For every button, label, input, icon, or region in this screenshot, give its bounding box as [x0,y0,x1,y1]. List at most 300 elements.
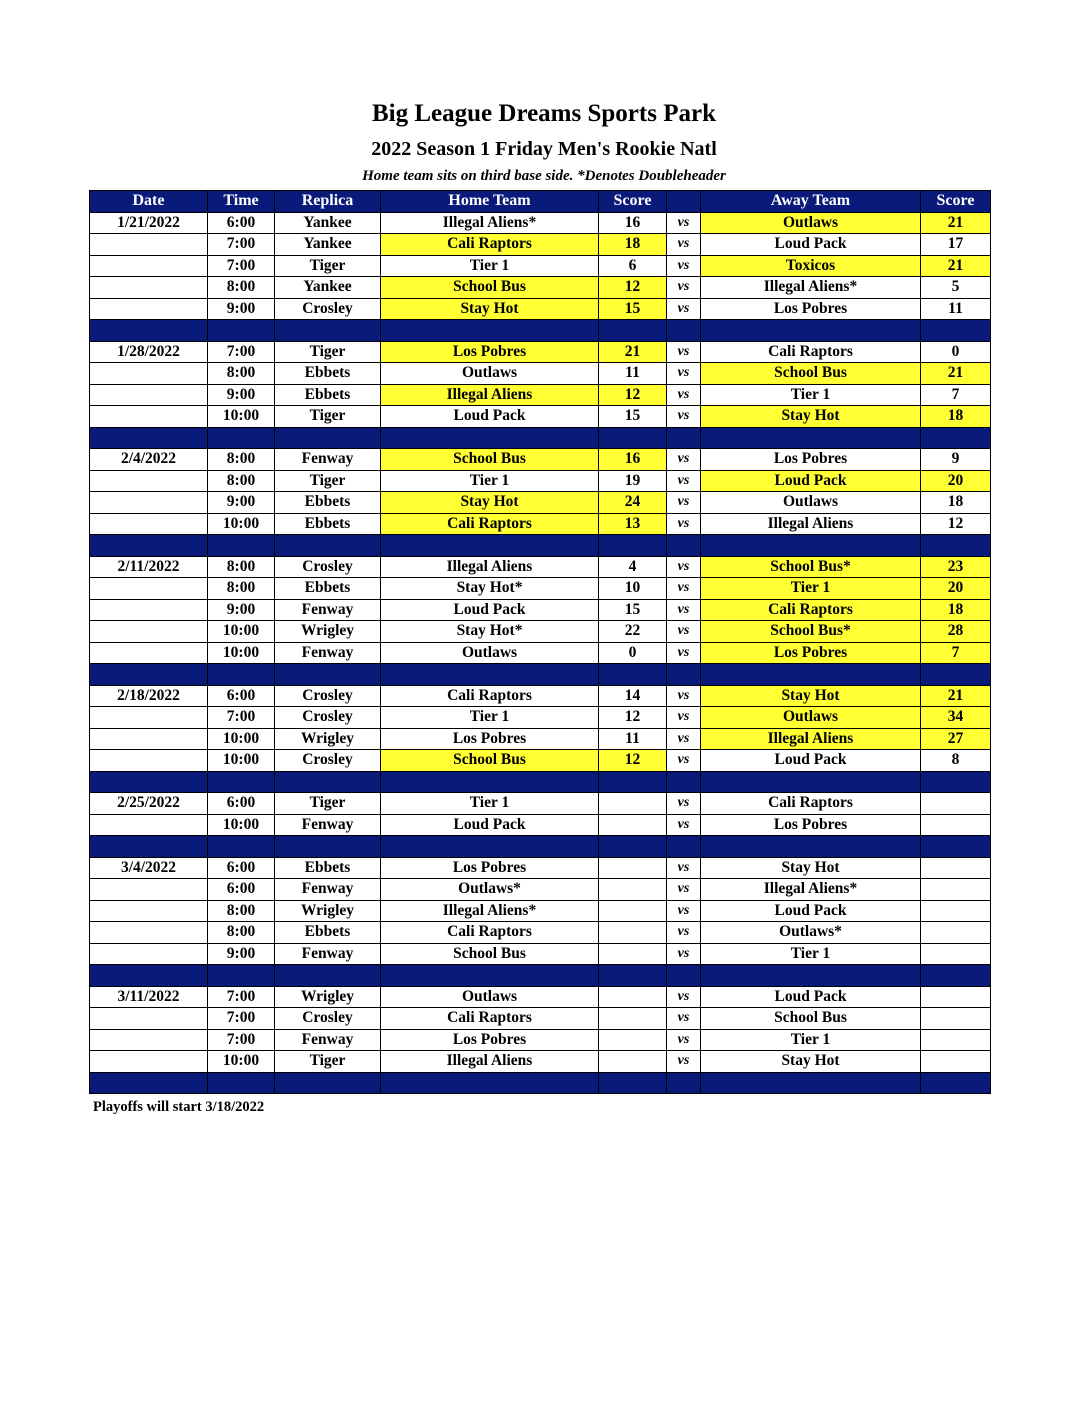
separator-cell [921,1072,991,1094]
game-date [90,599,208,621]
away-team: Tier 1 [701,578,921,600]
away-score [921,793,991,815]
separator-cell [381,771,599,793]
home-score: 12 [599,277,667,299]
away-team: Illegal Aliens [701,728,921,750]
away-score: 23 [921,556,991,578]
home-score [599,857,667,879]
game-date [90,363,208,385]
vs-label: vs [667,470,701,492]
week-separator-row [90,771,991,793]
away-team: Tier 1 [701,384,921,406]
field-replica: Fenway [275,879,381,901]
col-header-date: Date [90,191,208,213]
away-team: Stay Hot [701,857,921,879]
game-date [90,1051,208,1073]
game-time: 7:00 [208,707,275,729]
game-date [90,707,208,729]
vs-label: vs [667,879,701,901]
separator-cell [599,965,667,987]
home-score: 22 [599,621,667,643]
table-row [90,750,991,772]
vs-label: vs [667,406,701,428]
home-score: 13 [599,513,667,535]
vs-label: vs [667,1051,701,1073]
game-date [90,255,208,277]
field-replica: Crosley [275,556,381,578]
separator-cell [90,664,208,686]
field-replica: Wrigley [275,621,381,643]
vs-label: vs [667,642,701,664]
vs-label: vs [667,793,701,815]
table-row [90,879,991,901]
home-team: Tier 1 [381,707,599,729]
game-time: 8:00 [208,578,275,600]
separator-cell [921,836,991,858]
away-team: Toxicos [701,255,921,277]
game-time: 10:00 [208,1051,275,1073]
field-replica: Crosley [275,707,381,729]
vs-label: vs [667,599,701,621]
game-time: 7:00 [208,341,275,363]
table-row [90,922,991,944]
field-replica: Fenway [275,943,381,965]
separator-cell [90,320,208,342]
col-header-away-score: Score [921,191,991,213]
field-replica: Tiger [275,341,381,363]
home-team: Outlaws [381,986,599,1008]
table-row [90,363,991,385]
home-score: 18 [599,234,667,256]
game-time: 7:00 [208,1008,275,1030]
field-replica: Ebbets [275,384,381,406]
away-score [921,879,991,901]
separator-cell [381,1072,599,1094]
home-team: Cali Raptors [381,1008,599,1030]
separator-cell [275,1072,381,1094]
game-date [90,621,208,643]
separator-cell [667,836,701,858]
page-subtitle: 2022 Season 1 Friday Men's Rookie Natl [371,138,717,160]
separator-cell [381,965,599,987]
week-separator-row [90,664,991,686]
vs-label: vs [667,298,701,320]
table-row [90,492,991,514]
home-score [599,879,667,901]
table-row [90,1029,991,1051]
away-team: Outlaws [701,707,921,729]
separator-cell [599,427,667,449]
table-row [90,793,991,815]
away-score [921,857,991,879]
home-score: 21 [599,341,667,363]
game-time: 9:00 [208,298,275,320]
separator-cell [599,1072,667,1094]
table-row [90,943,991,965]
away-team: Outlaws [701,492,921,514]
away-team: Outlaws* [701,922,921,944]
separator-cell [701,836,921,858]
table-row [90,384,991,406]
away-score: 7 [921,642,991,664]
away-score: 12 [921,513,991,535]
col-header-home-team: Home Team [381,191,599,213]
game-date [90,943,208,965]
separator-cell [275,664,381,686]
game-time: 9:00 [208,492,275,514]
home-team: Loud Pack [381,599,599,621]
separator-cell [599,664,667,686]
game-time: 7:00 [208,255,275,277]
away-team: Outlaws [701,212,921,234]
home-score: 12 [599,750,667,772]
away-team: Loud Pack [701,750,921,772]
separator-cell [667,427,701,449]
home-team: School Bus [381,943,599,965]
table-row [90,513,991,535]
home-team: Cali Raptors [381,513,599,535]
field-replica: Wrigley [275,986,381,1008]
vs-label: vs [667,707,701,729]
col-header-replica: Replica [275,191,381,213]
col-header-away-team: Away Team [701,191,921,213]
game-date: 1/21/2022 [90,212,208,234]
home-team: Stay Hot [381,492,599,514]
home-team: Tier 1 [381,255,599,277]
away-score: 20 [921,470,991,492]
home-team: Outlaws [381,642,599,664]
home-score: 15 [599,298,667,320]
away-score: 18 [921,492,991,514]
home-team: Los Pobres [381,341,599,363]
game-time: 8:00 [208,922,275,944]
table-row [90,212,991,234]
separator-cell [701,427,921,449]
separator-cell [921,535,991,557]
home-team: Stay Hot* [381,621,599,643]
away-score: 8 [921,750,991,772]
table-row [90,857,991,879]
away-team: School Bus* [701,556,921,578]
away-team: Loud Pack [701,234,921,256]
separator-cell [275,771,381,793]
away-score: 0 [921,341,991,363]
game-time: 10:00 [208,750,275,772]
table-row [90,986,991,1008]
field-replica: Ebbets [275,513,381,535]
vs-label: vs [667,857,701,879]
home-score: 0 [599,642,667,664]
table-row [90,685,991,707]
table-row [90,255,991,277]
separator-cell [208,535,275,557]
separator-cell [208,320,275,342]
away-team: Stay Hot [701,1051,921,1073]
home-score: 4 [599,556,667,578]
field-replica: Ebbets [275,492,381,514]
away-team: Illegal Aliens* [701,277,921,299]
away-score: 20 [921,578,991,600]
field-replica: Ebbets [275,363,381,385]
separator-cell [90,1072,208,1094]
vs-label: vs [667,900,701,922]
field-replica: Wrigley [275,728,381,750]
separator-cell [208,836,275,858]
separator-cell [921,965,991,987]
away-team: Los Pobres [701,298,921,320]
col-header-time: Time [208,191,275,213]
home-team: Stay Hot [381,298,599,320]
home-score: 10 [599,578,667,600]
footer-note: Playoffs will start 3/18/2022 [93,1099,265,1115]
game-time: 8:00 [208,449,275,471]
table-row [90,621,991,643]
home-score: 19 [599,470,667,492]
vs-label: vs [667,943,701,965]
table-row [90,277,991,299]
vs-label: vs [667,341,701,363]
game-date [90,728,208,750]
separator-cell [599,836,667,858]
separator-cell [599,320,667,342]
separator-cell [90,836,208,858]
away-score: 17 [921,234,991,256]
vs-label: vs [667,277,701,299]
away-team: Illegal Aliens* [701,879,921,901]
home-team: Cali Raptors [381,922,599,944]
separator-cell [599,535,667,557]
separator-cell [275,535,381,557]
game-date: 2/4/2022 [90,449,208,471]
vs-label: vs [667,578,701,600]
away-score: 21 [921,685,991,707]
table-row [90,470,991,492]
away-team: Los Pobres [701,449,921,471]
home-score [599,793,667,815]
home-score: 12 [599,384,667,406]
separator-cell [208,1072,275,1094]
table-row [90,1051,991,1073]
separator-cell [921,427,991,449]
week-separator-row [90,836,991,858]
home-score: 11 [599,363,667,385]
vs-label: vs [667,234,701,256]
separator-cell [701,664,921,686]
field-replica: Tiger [275,255,381,277]
game-date [90,900,208,922]
table-row [90,406,991,428]
vs-label: vs [667,449,701,471]
game-time: 10:00 [208,621,275,643]
vs-label: vs [667,492,701,514]
game-time: 10:00 [208,513,275,535]
week-separator-row [90,320,991,342]
field-replica: Ebbets [275,922,381,944]
game-time: 8:00 [208,470,275,492]
separator-cell [701,1072,921,1094]
separator-cell [275,836,381,858]
vs-label: vs [667,685,701,707]
home-score [599,1008,667,1030]
away-score: 21 [921,363,991,385]
field-replica: Wrigley [275,900,381,922]
away-score: 21 [921,212,991,234]
away-score: 21 [921,255,991,277]
home-score [599,1029,667,1051]
game-time: 8:00 [208,556,275,578]
away-score: 9 [921,449,991,471]
field-replica: Crosley [275,685,381,707]
away-score: 18 [921,599,991,621]
field-replica: Fenway [275,1029,381,1051]
game-time: 6:00 [208,879,275,901]
table-row [90,707,991,729]
field-replica: Yankee [275,277,381,299]
game-date: 1/28/2022 [90,341,208,363]
home-team: Cali Raptors [381,685,599,707]
game-time: 9:00 [208,384,275,406]
vs-label: vs [667,750,701,772]
home-team: School Bus [381,449,599,471]
home-team: Cali Raptors [381,234,599,256]
table-header-row [90,191,991,213]
game-date: 2/25/2022 [90,793,208,815]
vs-label: vs [667,814,701,836]
game-date [90,492,208,514]
home-score: 15 [599,406,667,428]
game-time: 10:00 [208,728,275,750]
home-team: Outlaws* [381,879,599,901]
away-score: 11 [921,298,991,320]
separator-cell [381,664,599,686]
away-score [921,986,991,1008]
separator-cell [667,965,701,987]
away-score: 34 [921,707,991,729]
vs-label: vs [667,363,701,385]
game-time: 8:00 [208,900,275,922]
game-time: 9:00 [208,599,275,621]
separator-cell [381,427,599,449]
vs-label: vs [667,384,701,406]
game-date [90,1029,208,1051]
game-time: 7:00 [208,986,275,1008]
home-score [599,900,667,922]
home-score: 11 [599,728,667,750]
field-replica: Tiger [275,1051,381,1073]
separator-cell [599,771,667,793]
away-team: School Bus [701,1008,921,1030]
vs-label: vs [667,986,701,1008]
game-time: 6:00 [208,212,275,234]
week-separator-row [90,427,991,449]
game-date [90,578,208,600]
field-replica: Yankee [275,212,381,234]
table-row [90,599,991,621]
field-replica: Crosley [275,1008,381,1030]
away-team: Loud Pack [701,900,921,922]
home-score: 12 [599,707,667,729]
table-row [90,341,991,363]
field-replica: Fenway [275,814,381,836]
separator-cell [701,320,921,342]
table-row [90,556,991,578]
separator-cell [921,320,991,342]
game-time: 10:00 [208,406,275,428]
week-separator-row [90,1072,991,1094]
game-date [90,879,208,901]
home-score: 15 [599,599,667,621]
game-date [90,922,208,944]
home-score: 16 [599,449,667,471]
separator-cell [667,535,701,557]
away-team: Loud Pack [701,470,921,492]
home-score [599,943,667,965]
home-team: School Bus [381,277,599,299]
away-team: School Bus* [701,621,921,643]
game-time: 10:00 [208,642,275,664]
game-date: 2/11/2022 [90,556,208,578]
separator-cell [90,965,208,987]
game-time: 7:00 [208,234,275,256]
game-time: 6:00 [208,685,275,707]
home-team: Stay Hot* [381,578,599,600]
game-date [90,1008,208,1030]
game-time: 8:00 [208,277,275,299]
away-score [921,1029,991,1051]
game-date: 3/11/2022 [90,986,208,1008]
separator-cell [208,771,275,793]
away-team: Stay Hot [701,685,921,707]
away-score: 28 [921,621,991,643]
field-replica: Crosley [275,750,381,772]
game-date [90,384,208,406]
away-score: 5 [921,277,991,299]
home-team: Los Pobres [381,1029,599,1051]
game-date [90,513,208,535]
table-row [90,1008,991,1030]
game-date [90,470,208,492]
vs-label: vs [667,513,701,535]
table-row [90,728,991,750]
field-replica: Tiger [275,406,381,428]
separator-cell [90,427,208,449]
separator-cell [275,427,381,449]
vs-label: vs [667,621,701,643]
home-team: Illegal Aliens* [381,212,599,234]
separator-cell [381,535,599,557]
game-date [90,234,208,256]
separator-cell [667,320,701,342]
separator-cell [275,965,381,987]
separator-cell [921,771,991,793]
field-replica: Crosley [275,298,381,320]
separator-cell [90,535,208,557]
home-score [599,1051,667,1073]
game-time: 8:00 [208,363,275,385]
vs-label: vs [667,922,701,944]
separator-cell [667,771,701,793]
away-team: Los Pobres [701,642,921,664]
game-date [90,406,208,428]
away-score [921,814,991,836]
table-row [90,642,991,664]
home-team: Illegal Aliens [381,1051,599,1073]
page-title: Big League Dreams Sports Park [372,100,716,127]
home-score: 6 [599,255,667,277]
game-date: 3/4/2022 [90,857,208,879]
away-score: 7 [921,384,991,406]
vs-label: vs [667,556,701,578]
